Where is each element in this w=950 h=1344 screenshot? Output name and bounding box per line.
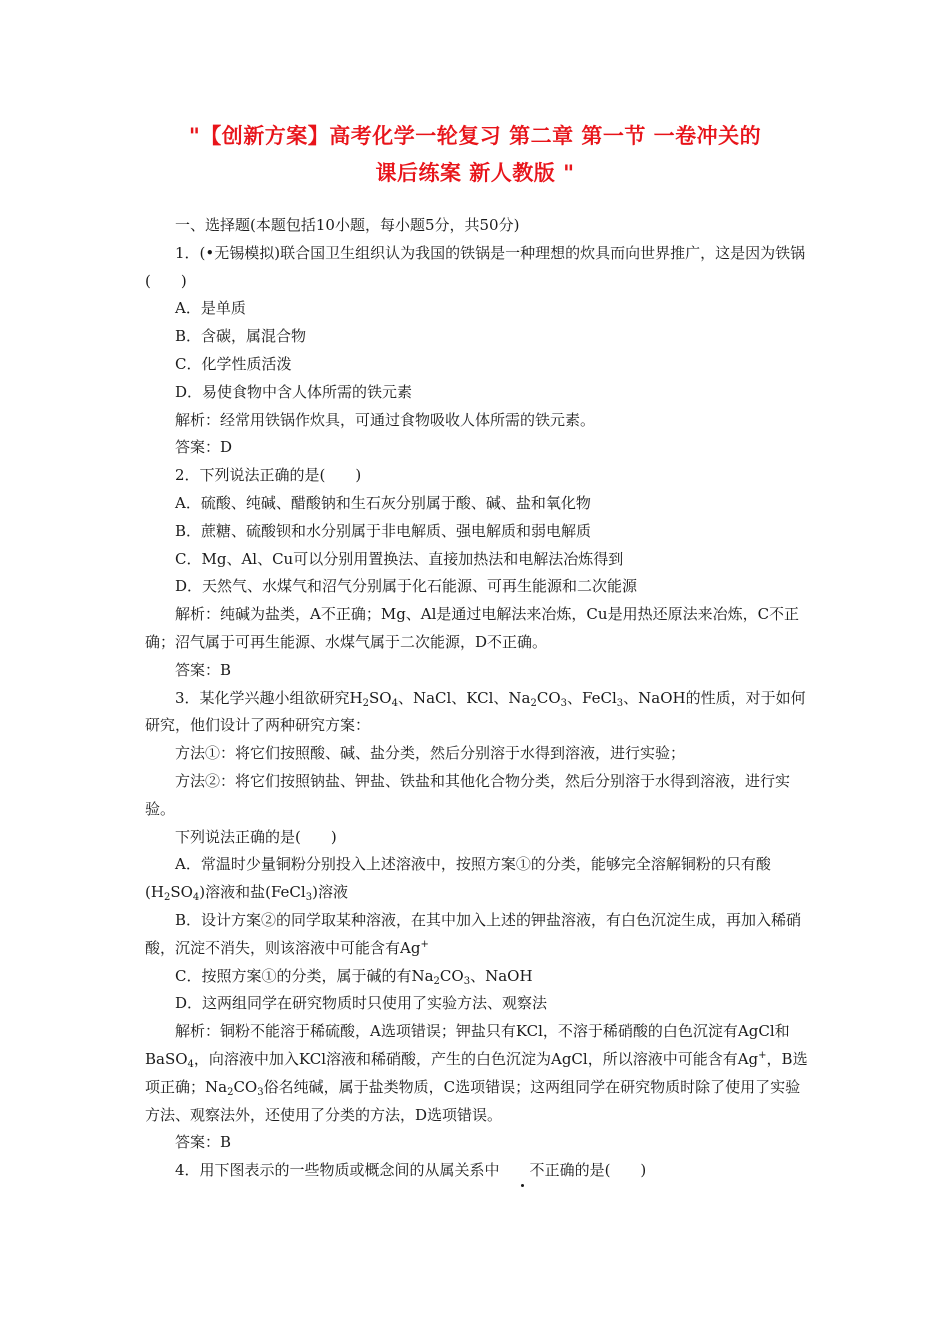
question-1-option-b: B．含碳，属混合物 [175,327,307,346]
question-1-analysis: 解析：经常用铁锅作炊具，可通过食物吸收人体所需的铁元素。 [175,410,596,429]
question-3-option-c: C．按照方案①的分类，属于碱的有$Na_2CO_3$、NaOH [175,966,533,987]
question-3-method-1: 方法①：将它们按照酸、碱、盐分类，然后分别溶于水得到溶液，进行实验； [175,744,686,763]
emphasis-dot-word: 不 [500,1157,545,1185]
question-3-stem: 3．某化学兴趣小组欲研究$H_2SO_4$、NaCl、KCl、$Na_2CO_3$、FeCl$_3$、NaOH的性质，对于如何研究，他们设计了两种研究方案： [145,688,806,735]
document-title-line-2: 课后练案 新人教版 " [375,161,575,185]
question-2-answer: 答案：B [175,660,232,679]
question-3-option-a: A．常温时少量铜粉分别投入上述溶液中，按照方案①的分类，能够完全溶解铜粉的只有酸$(H_2SO_4)$溶液和盐(FeCl$_3$)溶液 [145,855,771,904]
document-body [145,212,815,1185]
question-2-option-c: C．Mg、Al、Cu可以分别用置换法、直接加热法和电解法冶炼得到 [175,549,624,568]
question-1-option-c: C．化学性质活泼 [175,354,292,373]
question-2-option-a: A．硫酸、纯碱、醋酸钠和生石灰分别属于酸、碱、盐和氧化物 [175,493,591,512]
question-3-option-d: D．这两组同学在研究物质时只使用了实验方法、观察法 [175,994,548,1013]
question-2-stem: 2．下列说法正确的是( ) [175,466,362,485]
question-3-analysis: 解析：铜粉不能溶于稀硫酸，A选项错误；钾盐只有KCl，不溶于稀硝酸的白色沉淀有AgCl和BaSO$_4$，向溶液中加入KCl溶液和稀硝酸，产生的白色沉淀为AgCl，所以溶液中可能含有Ag+，B选项正确；$Na_2CO_3$俗名纯碱，属于盐类物质，C选项错误；这两组同学在研究物质时除了使用了实验方法、观察法外，还使用了分类的方法，D选项错误。 [145,1022,808,1124]
question-3-option-b: B．设计方案②的同学取某种溶液，在其中加入上述的钾盐溶液，有白色沉淀生成，再加入稀硝酸，沉淀不消失，则该溶液中可能含有Ag+ [145,910,802,957]
question-2-option-b: B．蔗糖、硫酸钡和水分别属于非电解质、强电解质和弱电解质 [175,521,592,540]
question-4-stem: 4．用下图表示的一些物质或概念间的从属关系中 不正确的是( ) [145,1157,815,1185]
question-1-stem: 1．(•无锡模拟)联合国卫生组织认为我国的铁锅是一种理想的炊具而向世界推广，这是因为铁锅( ) [145,243,806,290]
document-title-line-1: "【创新方案】高考化学一轮复习 第二章 第一节 一卷冲关的 [188,124,762,148]
question-3-answer: 答案：B [175,1133,232,1152]
question-3-method-2: 方法②：将它们按照钠盐、钾盐、铁盐和其他化合物分类，然后分别溶于水得到溶液，进行实验。 [145,771,791,818]
question-2-analysis: 解析：纯碱为盐类，A不正确；Mg、Al是通过电解法来冶炼，Cu是用热还原法来冶炼，C不正确；沼气属于可再生能源、水煤气属于二次能源，D不正确。 [145,605,800,651]
question-1-option-a: A．是单质 [175,299,246,318]
question-2-option-d: D．天然气、水煤气和沼气分别属于化石能源、可再生能源和二次能源 [175,577,638,596]
question-1-option-d: D．易使食物中含人体所需的铁元素 [175,382,413,401]
section-heading: 一、选择题(本题包括10小题，每小题5分，共50分) [175,216,520,234]
question-1-answer: 答案：D [175,438,233,457]
question-3-prompt: 下列说法正确的是( ) [175,827,337,846]
